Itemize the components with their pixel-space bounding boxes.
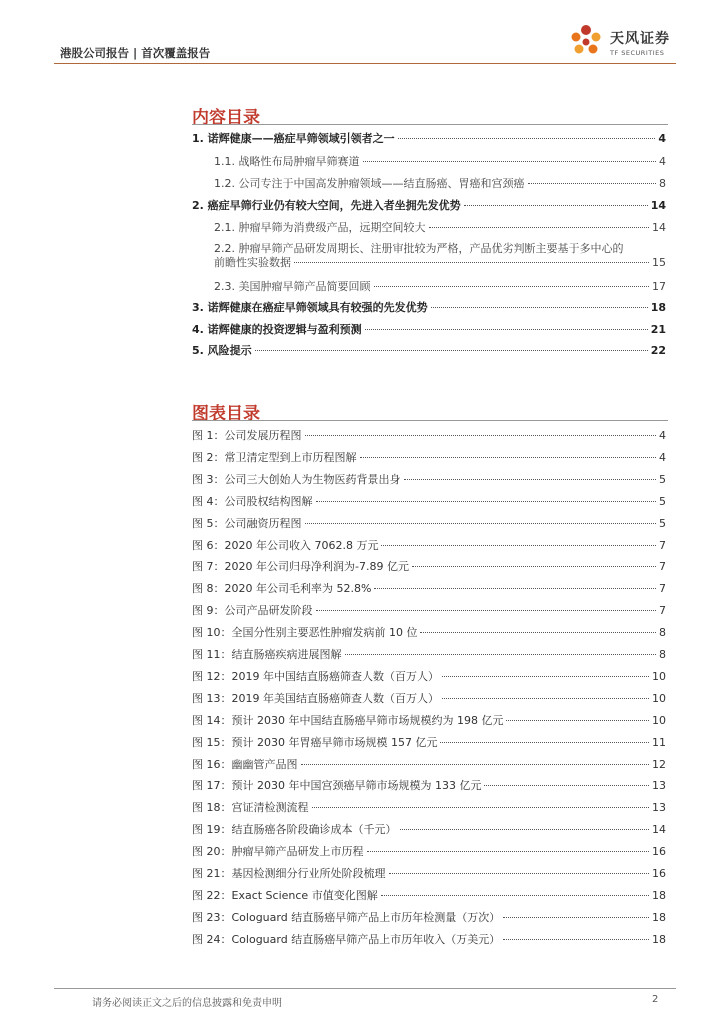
leader-dots bbox=[440, 742, 649, 743]
figure-entry-page: 10 bbox=[652, 669, 666, 683]
header-divider bbox=[54, 63, 676, 64]
figure-entry-page: 10 bbox=[652, 691, 666, 705]
leader-dots bbox=[360, 457, 657, 458]
figure-entry-page: 4 bbox=[659, 450, 666, 464]
toc-entry-page: 4 bbox=[659, 155, 666, 168]
logo-text-cn: 天风证券 bbox=[610, 31, 670, 47]
figure-entry[interactable] bbox=[192, 582, 666, 596]
figure-entry-text: 图 19：结直肠癌各阶段确诊成本（千元） bbox=[192, 823, 397, 837]
toc-entry[interactable] bbox=[214, 221, 666, 235]
figure-entry-text: 图 15：预计 2030 年胃癌早筛市场规模 157 亿元 bbox=[192, 735, 438, 749]
figures-title: 图表目录 bbox=[192, 404, 260, 424]
leader-dots bbox=[429, 227, 650, 228]
toc-entry-text: 4. 诺辉健康的投资逻辑与盈利预测 bbox=[192, 323, 362, 336]
figure-entry-text: 图 4：公司股权结构图解 bbox=[192, 494, 313, 508]
figure-entry-text: 图 21：基因检测细分行业所处阶段梳理 bbox=[192, 867, 386, 880]
figure-entry-page: 18 bbox=[652, 932, 666, 946]
figure-entry-text: 图 2：常卫清定型到上市历程图解 bbox=[192, 450, 357, 464]
leader-dots bbox=[363, 161, 657, 162]
toc-entry[interactable] bbox=[214, 280, 666, 294]
toc-title-underline bbox=[192, 124, 668, 125]
figure-entry-page: 13 bbox=[652, 779, 666, 793]
figure-entry-text: 图 7：2020 年公司归母净利润为-7.89 亿元 bbox=[192, 560, 409, 574]
figure-entry-page: 16 bbox=[652, 845, 666, 859]
figure-entry-page: 18 bbox=[652, 910, 666, 924]
figure-entry-text: 图 13：2019 年美国结直肠癌筛查人数（百万人） bbox=[192, 691, 439, 705]
toc-entry-text: 2.3. 美国肿瘤早筛产品简要回顾 bbox=[214, 280, 371, 293]
figure-entry-page: 8 bbox=[659, 626, 666, 640]
leader-dots bbox=[400, 829, 650, 830]
leader-dots bbox=[412, 566, 656, 567]
toc-entry-text: 前瞻性实验数据 bbox=[214, 256, 291, 269]
toc-entry-page: 18 bbox=[650, 301, 666, 314]
figures-title-underline bbox=[192, 420, 668, 421]
figure-entry-page: 7 bbox=[659, 582, 666, 596]
leader-dots bbox=[464, 205, 648, 206]
leader-dots bbox=[316, 501, 657, 502]
toc-entry[interactable] bbox=[214, 242, 666, 270]
figure-entry-text: 图 3：公司三大创始人为生物医药背景出身 bbox=[192, 472, 401, 486]
figure-entry[interactable] bbox=[192, 517, 666, 531]
disclaimer-note: 请务必阅读正文之后的信息披露和免责申明 bbox=[92, 998, 282, 1009]
toc-entry-page: 8 bbox=[659, 177, 666, 190]
leader-dots bbox=[442, 698, 649, 699]
leader-dots bbox=[316, 610, 657, 611]
figure-entry[interactable] bbox=[192, 626, 666, 640]
figure-entry-text: 图 6：2020 年公司收入 7062.8 万元 bbox=[192, 538, 379, 552]
toc-entry[interactable] bbox=[192, 301, 666, 315]
leader-dots bbox=[484, 785, 649, 786]
toc-title: 内容目录 bbox=[192, 108, 260, 128]
figure-entry-page: 14 bbox=[652, 823, 666, 837]
figure-entry[interactable] bbox=[192, 429, 666, 443]
leader-dots bbox=[381, 895, 649, 896]
figure-entry-page: 4 bbox=[659, 429, 666, 442]
toc-entry-text: 3. 诺辉健康在癌症早筛领域具有较强的先发优势 bbox=[192, 301, 428, 314]
figure-entry-text: 图 9：公司产品研发阶段 bbox=[192, 604, 313, 618]
figure-entry[interactable] bbox=[192, 560, 666, 574]
figure-entry-page: 18 bbox=[652, 888, 666, 902]
figure-entry-text: 图 14：预计 2030 年中国结直肠癌早筛市场规模约为 198 亿元 bbox=[192, 713, 504, 727]
figure-entry-page: 7 bbox=[659, 538, 666, 552]
leader-dots bbox=[381, 545, 656, 546]
figure-entry[interactable] bbox=[192, 845, 666, 859]
figure-entry[interactable] bbox=[192, 758, 666, 772]
figure-entry[interactable] bbox=[192, 692, 666, 706]
figure-entry[interactable] bbox=[192, 495, 666, 509]
toc-entry-text: 1.2. 公司专注于中国高发肿瘤领域——结直肠癌、胃癌和宫颈癌 bbox=[214, 177, 525, 190]
figure-entry[interactable] bbox=[192, 670, 666, 684]
figure-entry-text: 图 11：结直肠癌疾病进展图解 bbox=[192, 648, 342, 661]
figure-entry[interactable] bbox=[192, 823, 666, 837]
toc-entry[interactable] bbox=[214, 155, 666, 169]
toc-entry[interactable] bbox=[192, 344, 666, 358]
figure-entry-text: 图 20：肿瘤早筛产品研发上市历程 bbox=[192, 845, 364, 859]
leader-dots bbox=[506, 720, 649, 721]
toc-entry-text: 2.2. 肿瘤早筛产品研发周期长、注册审批较为严格，产品优劣判断主要基于多中心的 bbox=[214, 242, 624, 255]
figure-entry-page: 5 bbox=[659, 494, 666, 508]
toc-entry-text: 2. 癌症早筛行业仍有较大空间，先进入者坐拥先发优势 bbox=[192, 199, 461, 212]
figure-entry-page: 12 bbox=[652, 757, 666, 771]
leader-dots bbox=[503, 939, 649, 940]
figure-entry[interactable] bbox=[192, 801, 666, 815]
leader-dots bbox=[345, 654, 657, 655]
leader-dots bbox=[374, 286, 650, 287]
toc-entry-page: 14 bbox=[652, 221, 666, 234]
leader-dots bbox=[374, 588, 656, 589]
toc-entry-page: 15 bbox=[652, 256, 666, 269]
footer-divider bbox=[54, 988, 676, 989]
leader-dots bbox=[442, 676, 649, 677]
figure-entry-page: 10 bbox=[652, 713, 666, 727]
leader-dots bbox=[255, 350, 648, 351]
figure-entry[interactable] bbox=[192, 889, 666, 903]
figure-entry-page: 13 bbox=[652, 801, 666, 815]
leader-dots bbox=[294, 262, 649, 263]
figure-entry[interactable] bbox=[192, 451, 666, 465]
figure-entry-text: 图 5：公司融资历程图 bbox=[192, 516, 302, 530]
leader-dots bbox=[431, 307, 648, 308]
page-number: 2 bbox=[652, 994, 659, 1005]
leader-dots bbox=[420, 632, 656, 633]
leader-dots bbox=[367, 851, 650, 852]
toc-entry[interactable] bbox=[214, 177, 666, 191]
figure-entry-text: 图 1：公司发展历程图 bbox=[192, 429, 302, 442]
leader-dots bbox=[389, 873, 650, 874]
leader-dots bbox=[305, 523, 657, 524]
figure-entry-text: 图 12：2019 年中国结直肠癌筛查人数（百万人） bbox=[192, 669, 439, 683]
toc-entry-page: 22 bbox=[650, 344, 666, 357]
logo-flower-icon bbox=[566, 22, 606, 62]
leader-dots bbox=[305, 435, 657, 436]
figure-entry-text: 图 16：幽幽管产品图 bbox=[192, 757, 298, 771]
figure-entry-text: 图 24：Cologuard 结直肠癌早筛产品上市历年收入（万美元） bbox=[192, 932, 501, 946]
company-logo bbox=[566, 22, 676, 62]
toc-entry-page: 4 bbox=[658, 132, 666, 145]
figure-entry-page: 5 bbox=[659, 516, 666, 530]
leader-dots bbox=[398, 138, 656, 139]
figure-entry[interactable] bbox=[192, 867, 666, 881]
toc-entry-page: 14 bbox=[650, 199, 666, 212]
figure-entry-page: 16 bbox=[652, 867, 666, 880]
figure-entry-page: 7 bbox=[659, 560, 666, 574]
figure-entry-page: 5 bbox=[659, 472, 666, 486]
figure-entry[interactable] bbox=[192, 911, 666, 925]
leader-dots bbox=[528, 183, 657, 184]
figure-entry-text: 图 8：2020 年公司毛利率为 52.8% bbox=[192, 582, 372, 596]
leader-dots bbox=[503, 917, 649, 918]
figure-entry[interactable] bbox=[192, 933, 666, 947]
report-category: 港股公司报告 | 首次覆盖报告 bbox=[60, 46, 211, 60]
figure-entry-page: 7 bbox=[659, 604, 666, 618]
figure-entry-page: 11 bbox=[652, 735, 666, 749]
logo-text-en: TF SECURITIES bbox=[610, 49, 665, 57]
leader-dots bbox=[365, 329, 648, 330]
toc-entry[interactable] bbox=[192, 132, 666, 146]
figure-entry[interactable] bbox=[192, 736, 666, 750]
figure-entry[interactable] bbox=[192, 779, 666, 793]
figure-entry-text: 图 22：Exact Science 市值变化图解 bbox=[192, 888, 378, 902]
toc-entry[interactable] bbox=[192, 199, 666, 213]
toc-entry-page: 21 bbox=[650, 323, 666, 336]
figure-entry[interactable] bbox=[192, 539, 666, 553]
toc-entry-text: 1. 诺辉健康——癌症早筛领域引领者之一 bbox=[192, 132, 395, 145]
leader-dots bbox=[404, 479, 657, 480]
leader-dots bbox=[301, 764, 650, 765]
figure-entry-text: 图 17：预计 2030 年中国宫颈癌早筛市场规模为 133 亿元 bbox=[192, 779, 482, 793]
toc-entry-page: 17 bbox=[652, 280, 666, 293]
toc-entry-text: 5. 风险提示 bbox=[192, 344, 252, 357]
figure-entry-text: 图 10：全国分性别主要恶性肿瘤发病前 10 位 bbox=[192, 626, 418, 640]
figure-entry-text: 图 23：Cologuard 结直肠癌早筛产品上市历年检测量（万次） bbox=[192, 910, 501, 924]
toc-entry[interactable] bbox=[192, 323, 666, 337]
figure-entry-page: 8 bbox=[659, 648, 666, 661]
toc-entry-text: 1.1. 战略性布局肿瘤早筛赛道 bbox=[214, 155, 360, 168]
figure-entry-text: 图 18：宫证清检测流程 bbox=[192, 801, 309, 815]
figure-entry[interactable] bbox=[192, 604, 666, 618]
figure-entry[interactable] bbox=[192, 648, 666, 662]
figure-entry[interactable] bbox=[192, 473, 666, 487]
toc-entry-text: 2.1. 肿瘤早筛为消费级产品，远期空间较大 bbox=[214, 221, 426, 234]
figure-entry[interactable] bbox=[192, 714, 666, 728]
leader-dots bbox=[312, 807, 650, 808]
